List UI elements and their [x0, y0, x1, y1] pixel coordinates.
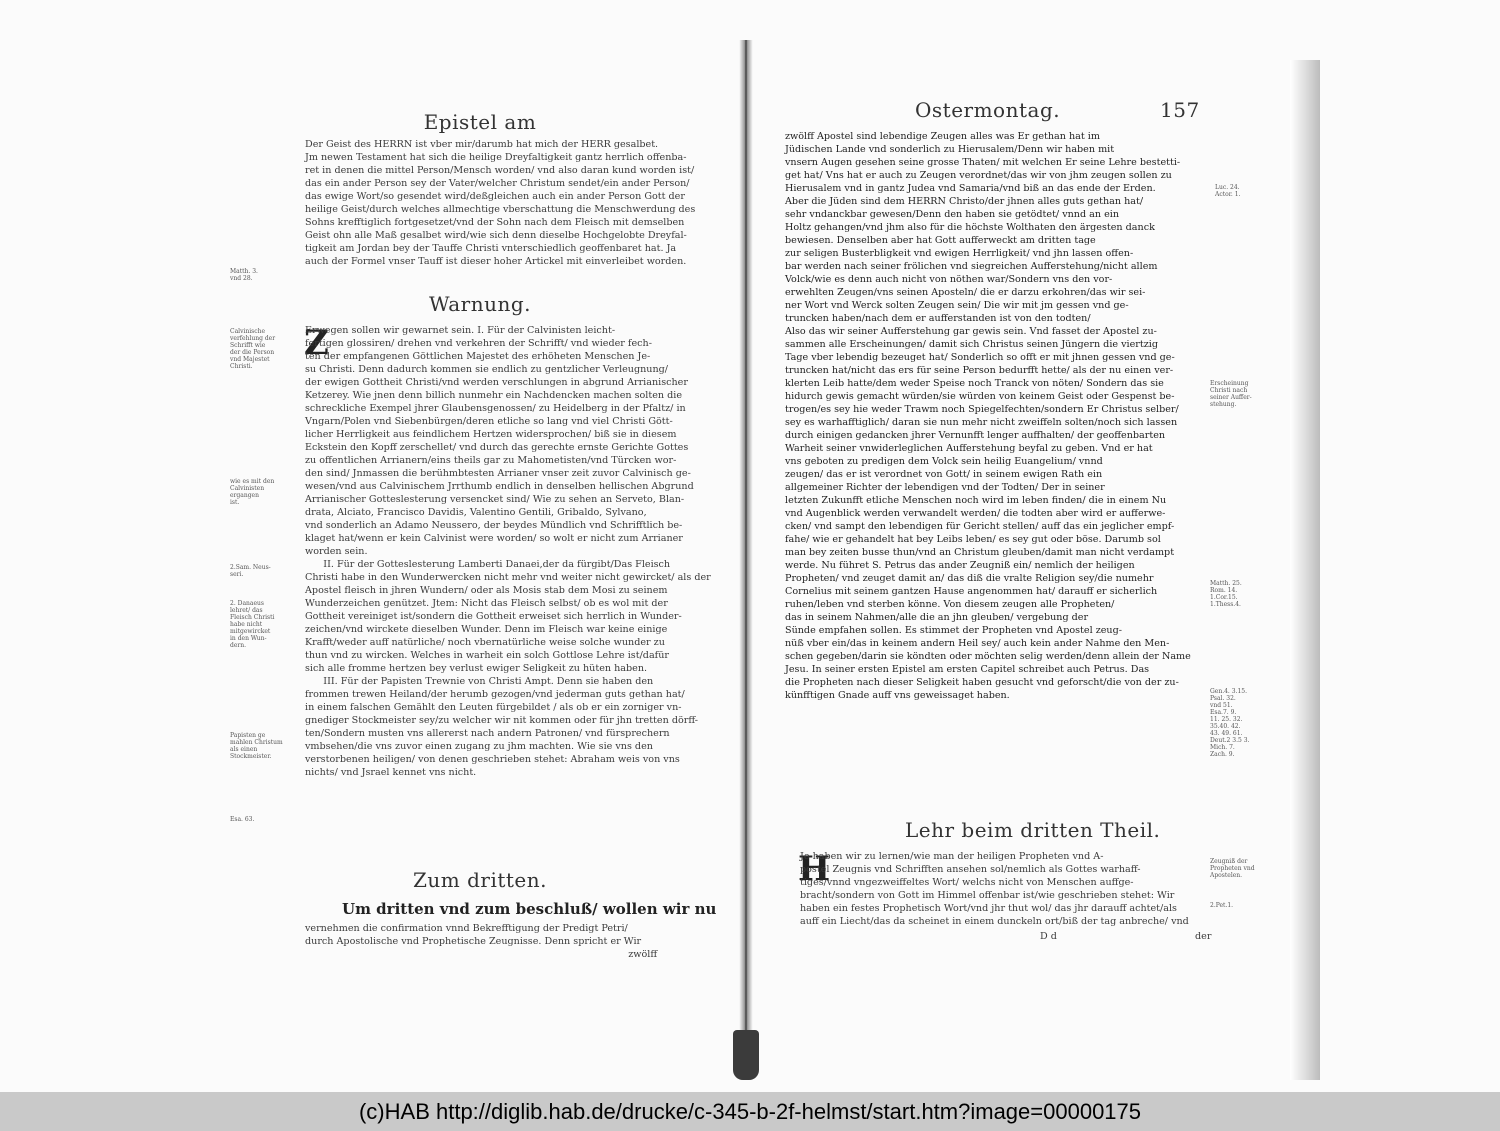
right-margin-note-5: Zeugniß der Propheten vnd Apostelen.: [1210, 858, 1255, 879]
left-margin-note-7: Esa. 63.: [230, 816, 255, 823]
left-paragraph-3: vernehmen die confirmation vnnd Bekrefftigung der Predigt Petri/ durch Apostolische vnd Prophetische Zeugnisse. Denn spricht er Wir zwölff: [305, 923, 658, 960]
right-margin-note-1: Luc. 24. Actor. 1.: [1215, 184, 1241, 198]
left-margin-note-3: wie es mit den Calvinisten ergangen ist.: [230, 478, 275, 506]
left-margin-note-5: 2. Danaeus lehret/ das Fleisch Christi habe nicht mitgewircket in den Wun- dern.: [230, 600, 275, 649]
left-paragraph-1: Der Geist des HERRN ist vber mir/darumb hat mich der HERR gesalbet. Jm newen Testament hat sich die heilige Dreyfaltigkeit gantz herrlich offenba- ret in denen die mittel Person/Mensch worden/ vnd also daran kund worden ist/ das ein ander Person sey der Vater/welcher Christum sendet/ein ander Person/ das ewige Wort/so gesendet wird/deßgleichen auch ein ander Person Gott der heilige Geist/durch welches allmechtige vberschattung die Menschwerdung des Sohns krefftiglich fortgesetzet/vnd der Sohn nach dem Fleisch mit demselben Geist ohn alle Maß gesalbet wird/wie sich denn dieselbe Hochgelobte Dreyfal- tigkeit am Jordan bey der Tauffe Christi vnterschiedlich geoffenbaret hat. Ja auch der Formel vnser Tauff ist dieser hoher Artickel mit einverleibet worden.: [305, 139, 696, 267]
left-page-title: Epistel am: [423, 110, 537, 134]
folio-number: 157: [1160, 98, 1200, 122]
left-margin-note-4: 2.Sam. Neus- seri.: [230, 564, 271, 578]
right-margin-note-4: Gen.4. 3.15. Psal. 32. vnd 51. Esa.7. 9. 11. 25. 32. 35.40. 42. 43. 49. 61. Deut.2 3.5 3. Mich. 7. Zach. 9.: [1210, 688, 1250, 758]
right-margin-note-6: 2.Pet.1.: [1210, 902, 1234, 909]
right-heading-lehr: Lehr beim dritten Theil.: [905, 818, 1161, 842]
right-margin-note-2: Erscheinung Christi nach seiner Auffer- stehung.: [1210, 380, 1252, 408]
left-margin-note-2: Calvinische verfehlung der Schrifft wie der die Person vnd Majestet Christi.: [230, 328, 276, 370]
right-decorated-initial: H: [798, 849, 831, 889]
left-margin-note-6: Papisten ge mahlen Christum als einen Stockmeister.: [230, 732, 283, 760]
right-page-title: Ostermontag.: [915, 98, 1061, 122]
left-decorated-initial: Z: [304, 323, 329, 363]
left-margin-note-1: Matth. 3. vnd 28.: [230, 268, 258, 282]
left-page: [230, 80, 730, 1080]
right-page: [770, 80, 1270, 1080]
catchword: der: [1195, 931, 1212, 942]
signature-mark: D d: [1040, 931, 1057, 942]
book-spine: [739, 40, 753, 1080]
right-paragraph-1: zwölff Apostel sind lebendige Zeugen alles was Er gethan hat im Jüdischen Lande vnd sonderlich zu Hierusalem/Denn wir haben mit vnsern Augen gesehen seine grosse Thaten/ mit welchen Er seine Lehre bestetti- get hat/ Vns hat er auch zu Zeugen verordnet/das wir von jhm zeugen sollen zu Hierusalem vnd in gantz Judea vnd Samaria/vnd biß an das ende der Erden. Aber die Jüden sind dem HERRN Christo/der jhnen alles guts gethan hat/ sehr vndanckbar gewesen/Denn den haben sie getödtet/ vnnd an ein Holtz gehangen/vnd jhm also für die höchste Wolthaten den ärgesten danck bewiesen. Denselben aber hat Gott aufferweckt am dritten tage zur seligen Busterbligkeit vnd ewigen Herrligkeit/ vnd jhn lassen offen- bar werden nach seiner frölichen vnd siegreichen Aufferstehung/nicht allem Volck/wie es denn auch nicht von nöthen war/Sondern vns den vor- erwehlten Zeugen/vns seinen Aposteln/ die er darzu erkohren/das wir sei- ner Wort vnd Werck solten Zeugen sein/ Die wir mit jm gessen vnd ge- truncken haben/nach dem er aufferstanden ist von den todten/ Also das wir seiner Aufferstehung gar gewis sein. Vnd fasset der Apostel zu- sammen alle Erscheinungen/ damit sich Christus seinen Jüngern die viertzig Tage vber lebendig bezeuget hat/ Sonderlich so offt er mit jhnen gessen vnd ge- truncken hat/nicht das ers für seine Person bedurfft hette/ als der nu einen ver- klerten Leib hatte/dem weder Speise noch Tranck von nöten/ Sondern das sie hidurch gewis gemacht würden/sie würden von keinem Geist oder Gespenst be- trogen/es sey hie weder Trawm noch Spiegelfechten/sondern Er Christus selber/ sey es warhafftiglich/ daran sie nun mehr nicht zweiffeln solten/noch sich lassen durch einigen gedancken jhrer Vernunfft lenger auffhalten/ der geoffenbarten Warheit seiner vnwiderleglichen Aufferstehung beyfal zu geben. Vnd er hat vns geboten zu predigen dem Volck sein heilig Euangelium/ vnnd zeugen/ das er ist verordnet von Gott/ in seinem ewigen Rath ein allgemeiner Richter der lebendigen vnd der Todten/ Der in seiner letzten Zukunfft etliche Menschen noch wird im leben finden/ die in einem Nu vnd Augenblick werden verwandelt werden/ die todten aber wird er aufferwe- cken/ vnd sampt den lebendigen für Gericht stellen/ auff das ein jeglicher empf- fahe/ wie er gehandelt hat bey Leibs leben/ es sey gut oder böse. Darumb sol man bey zeiten busse thun/vnd an Christum gleuben/damit man nicht verdampt werde. Nu führet S. Petrus das ander Zeugniß ein/ nemlich der heiligen Propheten/ vnd zeuget damit an/ das diß die vralte Religion sey/die numehr Cornelius mit seinem gantzen Hause angenommen hat/ darauff er sicherlich ruhen/leben vnd sterben könne. Von diesem zeugen alle Propheten/ das in seinem Nahmen/alle die an jhn gleuben/ vergebung der Sünde empfahen sollen. Es stimmet der Propheten vnd Apostel zeug- nüß vber ein/das in keinem andern Heil sey/ auch kein ander Nahme den Men- schen gegeben/darin sie köndten oder möchten selig werden/denn allein der Name Jesu. In seiner ersten Epistel am ersten Capitel schreibet auch Petrus. Das die Propheten nach dieser Seligkeit haben gesucht vnd geforscht/die von der zu- künfftigen Gnade auff vns geweissaget haben.: [785, 131, 1191, 701]
right-paragraph-2: Je haben wir zu lernen/wie man der heiligen Propheten vnd A- postel Zeugnis vnd Schrifften ansehen sol/nemlich als Gottes warhaff- tiges/vnnd vngezweiffeltes Wort/ welchs nicht von Menschen auffge- bracht/sondern von Gott im Himmel offenbar ist/wie geschrieben stehet: Wir haben ein festes Prophetisch Wort/vnd jhr thut wol/ das jhr darauff achtet/als auff ein Liecht/das da scheinet in einem dunckeln ort/biß der tag anbreche/ vnd: [800, 851, 1189, 927]
right-margin-note-3: Matth. 25. Rom. 14. 1.Cor.15. 1.Thess.4.: [1210, 580, 1242, 608]
left-heading-warnung: Warnung.: [428, 292, 532, 316]
left-large-line: Um dritten vnd zum beschluß/ wollen wir nu: [342, 900, 717, 918]
left-paragraph-2: Erwegen sollen wir gewarnet sein. I. Für der Calvinisten leicht- fertigen glossiren/ drehen vnd verkehren der Schrifft/ vnd wieder fech- ten der empfangenen Göttlichen Majestet des erhöheten Menschen Je- su Christi. Denn dadurch kommen sie endlich zu gentzlicher Verleugnung/ der ewigen Gottheit Christi/vnd werden verschlungen in abgrund Arrianischer Ketzerey. Wie jnen denn billich nunmehr ein Nachdencken machen solten die schreckliche Exempel jhrer Glaubensgenossen/ zu Heidelberg in der Pfaltz/ in Vngarn/Polen vnd Siebenbürgen/deren etliche so lang vnd viel Christi Gött- licher Herrligkeit aus feindlichem Hertzen widersprochen/ biß sie in diesem Eckstein den Kopff zerschellet/ vnd durch das gerechte ernste Gerichte Gottes zu offentlichen Arrianern/eins theils gar zu Mahometisten/vnd Türcken wor- den sind/ Jnmassen die berühmbtesten Arrianer vnser zeit zuvor Calvinisch ge- wesen/vnd aus Calvinischem Jrrthumb endlich in denselben hellischen Abgrund Arrianischer Gotteslesterung versencket sind/ Wie zu sehen an Serveto, Blan- drata, Alciato, Francisco Davidis, Valentino Gentili, Gribaldo, Sylvano, vnd sonderlich an Adamo Neussero, der beydes Mündlich vnd Schrifftlich be- klaget hat/wenn er kein Calvinist were worden/ so wolt er nicht zum Arrianer worden sein. II. Für der Gotteslesterung Lamberti Danaei,der da fürgibt/Das Fleisch Christi habe in den Wunderwercken nicht mehr vnd weiter nicht gewircket/ als der Apostel fleisch in jhren Wundern/ oder als Mosis stab dem Mosi zu seinem Wunderzeichen genützet. Jtem: Nicht das Fleisch selbst/ ob es wol mit der Gottheit vereiniget ist/sondern die Gottheit erweiset sich herrlich in Wunder- zeichen/vnd wirckete dieselben Wunder. Denn im Fleisch war keine einige Krafft/weder auff natürliche/ noch vbernatürliche weise solche wunder zu thun vnd zu wircken. Welches in warheit ein solch Gottlose Lehre ist/dafür sich alle fromme hertzen bey verlust ewiger Seligkeit zu hüten haben. III. Für der Papisten Trewnie von Christi Ampt. Denn sie haben den frommen trewen Heiland/der herumb gezogen/vnd jederman guts gethan hat/ in einem falschen Gemählt den Leuten fürgebildet / als ob er ein zorniger vn- gnediger Stockmeister sey/zu welcher wir nit kommen oder für jhn tretten dörff- ten/Sondern musten vns allererst nach andern Patronen/ vnd fürsprechern vmbsehen/die vns zuvor einen zugang zu jhm machten. Wie sie vns den verstorbenen heiligen/ von denen geschrieben stehet: Abraham weis von vns nichts/ vnd Jsrael kennet vns nicht.: [305, 325, 711, 778]
page-edge-shadow: [1290, 60, 1320, 1080]
left-heading-zum-dritten: Zum dritten.: [412, 868, 547, 892]
spine-clasp: [733, 1030, 759, 1080]
copyright-footer: (c)HAB http://diglib.hab.de/drucke/c-345-b-2f-helmst/start.htm?image=00000175: [0, 1092, 1500, 1131]
